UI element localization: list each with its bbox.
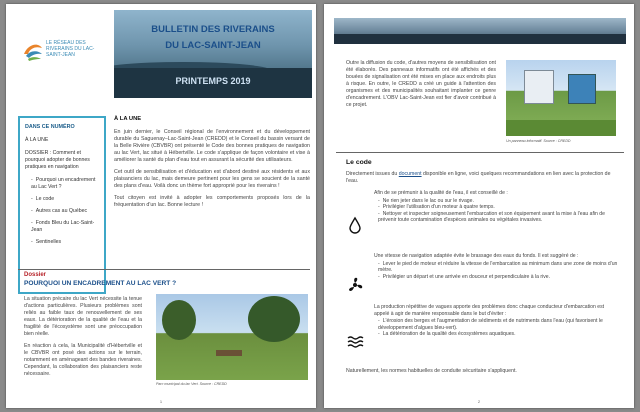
park-photo	[156, 294, 308, 380]
toc-item[interactable]: - Autres cas au Québec	[25, 208, 99, 215]
page-1	[6, 4, 316, 408]
paragraph: En juin dernier, le Conseil régional de l'environnement et du développement durable du Saguenay–Lac-Saint-Jean (CREDD) et le Conseil du bassin versant de la Belle Rivière (CBVBR) ont présenté le Code des bonnes pratiques de navigation au lac Vert, lac situé à Hébertville. Le code s'applique de façon volontaire et vise à améliorer la santé du plan d'eau tout en assurant la sécurité des utilisateurs.	[114, 129, 310, 163]
code-intro-text: disponible en ligne, voici quelques recommandations en lien avec la protection de l'eau.	[346, 171, 611, 184]
photo-caption: Parc municipal du lac Vert. Source : CREDD	[156, 382, 227, 386]
toc-item[interactable]: DOSSIER : Comment et pourquoi adopter de bonnes pratiques en navigation	[25, 150, 90, 170]
list-item: - Nettoyer et inspecter soigneusement l'embarcation et son équipement avant la mise à l'eau afin de prévenir toute contamination d'espèces animales ou végétales invasives.	[374, 211, 620, 224]
toc-item[interactable]: - Sentinelles	[25, 239, 99, 246]
recommendation-block	[374, 190, 620, 224]
dossier-body	[24, 296, 142, 383]
divider	[18, 269, 310, 270]
newsletter-banner	[114, 10, 312, 98]
recommendation-block	[374, 304, 620, 338]
list-item: - L'érosion des berges et l'augmentation de sédiments et de nutriments dans l'eau (qui favorisent le développement d'algues bleu-vert).	[374, 318, 620, 331]
list-item: - Lever le pied de moteur et réduire la vitesse de l'embarcation au minimum dans une zone de moins d'un mètre.	[374, 261, 620, 274]
list-item: - Privilégier un départ et une arrivée en douceur et perpendiculaire à la rive.	[374, 274, 620, 281]
banner-edition: PRINTEMPS 2019	[175, 76, 251, 86]
list-item: - La détérioration de la qualité des écosystèmes aquatiques.	[374, 331, 620, 338]
block-lead: Afin de se prémunir à la qualité de l'eau, il est conseillé de :	[374, 190, 508, 196]
banner-title-line1: BULLETIN DES RIVERAINS	[151, 24, 275, 35]
headline-section	[114, 116, 310, 214]
info-panel-photo	[506, 60, 616, 136]
block-lead: La production répétitive de vagues apporte des problèmes donc chaque conducteur d'embarcation est appelé à agir de manière responsable dans le but d'éviter :	[374, 304, 605, 317]
paragraph: Tout citoyen est invité à adopter les comportements proposés lors de la fréquentation d'un lac. Bonne lecture !	[114, 195, 310, 208]
page-number: 2	[477, 399, 481, 404]
list-item: - Privilégier l'utilisation d'un moteur à quatre temps.	[374, 204, 620, 211]
logo-text: LE RÉSEAU DES RIVERAINS DU LAC-SAINT-JEAN	[46, 40, 95, 58]
code-intro	[346, 171, 618, 185]
recommendation-block	[374, 253, 620, 280]
dossier-heading: POURQUOI UN ENCADREMENT AU LAC VERT ?	[24, 280, 177, 287]
propeller-icon	[346, 276, 364, 294]
toc-title: DANS CE NUMÉRO	[25, 124, 75, 130]
toc-item[interactable]: - Le code	[25, 196, 99, 203]
list-item: - Ne rien jeter dans le lac ou sur le rivage.	[374, 198, 620, 205]
organization-logo	[20, 38, 46, 64]
block-lead: Une vitesse de navigation adaptée évite le brassage des eaux du fonds. Il est suggéré de :	[374, 253, 579, 259]
toc-item[interactable]: - Fonds Bleu du Lac-Saint-Jean	[25, 220, 99, 234]
toc-item[interactable]: À LA UNE	[25, 137, 49, 143]
paragraph: Cet outil de sensibilisation et d'éducation est d'abord destiné aux résidents et aux plaisanciers du lac, mais demeure pertinent pour les gens se soucient de la santé des plans d'eau. Voilà donc un thème fort approprié pour les riverains !	[114, 169, 310, 189]
closing-paragraph: Naturellement, les normes habituelles de conduite sécuritaire s'appliquent.	[346, 368, 517, 374]
page-number: 1	[159, 399, 163, 404]
code-intro-text: Directement issues du	[346, 171, 399, 177]
waves-icon	[346, 332, 364, 350]
banner-title-line2: DU LAC-SAINT-JEAN	[165, 40, 261, 51]
table-of-contents	[18, 116, 106, 294]
paragraph: En réaction à cela, la Municipalité d'Hébertville et le CBVBR ont posé des actions sur le terrain, notamment en aménageant des bandes riveraines. Cependant, la collaboration des plaisanciers reste nécessaire.	[24, 343, 142, 377]
page-banner	[334, 18, 626, 44]
paragraph: La situation précaire du lac Vert nécessite la tenue d'actions particulières. Plusieurs problèmes sont reliés au faible taux de renouvellement de ses eaux. La détérioration de la qualité de l'eau et la fragilité de l'écosystème sont une préoccupation bien réelle.	[24, 296, 142, 337]
toc-item[interactable]: - Pourquoi un encadrement au Lac Vert ?	[25, 177, 99, 191]
photo-caption: Un panneau informatif. Source : CREDD	[506, 139, 571, 143]
section-heading: À LA UNE	[114, 116, 142, 122]
dossier-label: Dossier	[24, 272, 47, 278]
divider	[336, 152, 624, 153]
intro-paragraph: Outre la diffusion du code, d'autres moyens de sensibilisation ont été élaborés. Des panneaux informatifs ont été affichés et des bouées de signalisation ont été mises en place aux endroits plus à risque. En outre, le CREDD a créé un guide à l'attention des organismes et des municipalités souhaitant implanter ce genre d'encadrement. L'OBV Lac-Saint-Jean est fier d'avoir contribué à ce projet.	[346, 60, 496, 108]
code-heading: Le code	[346, 159, 372, 166]
water-drop-icon	[346, 216, 364, 234]
page-2	[324, 4, 634, 408]
document-link[interactable]: document	[398, 171, 422, 177]
